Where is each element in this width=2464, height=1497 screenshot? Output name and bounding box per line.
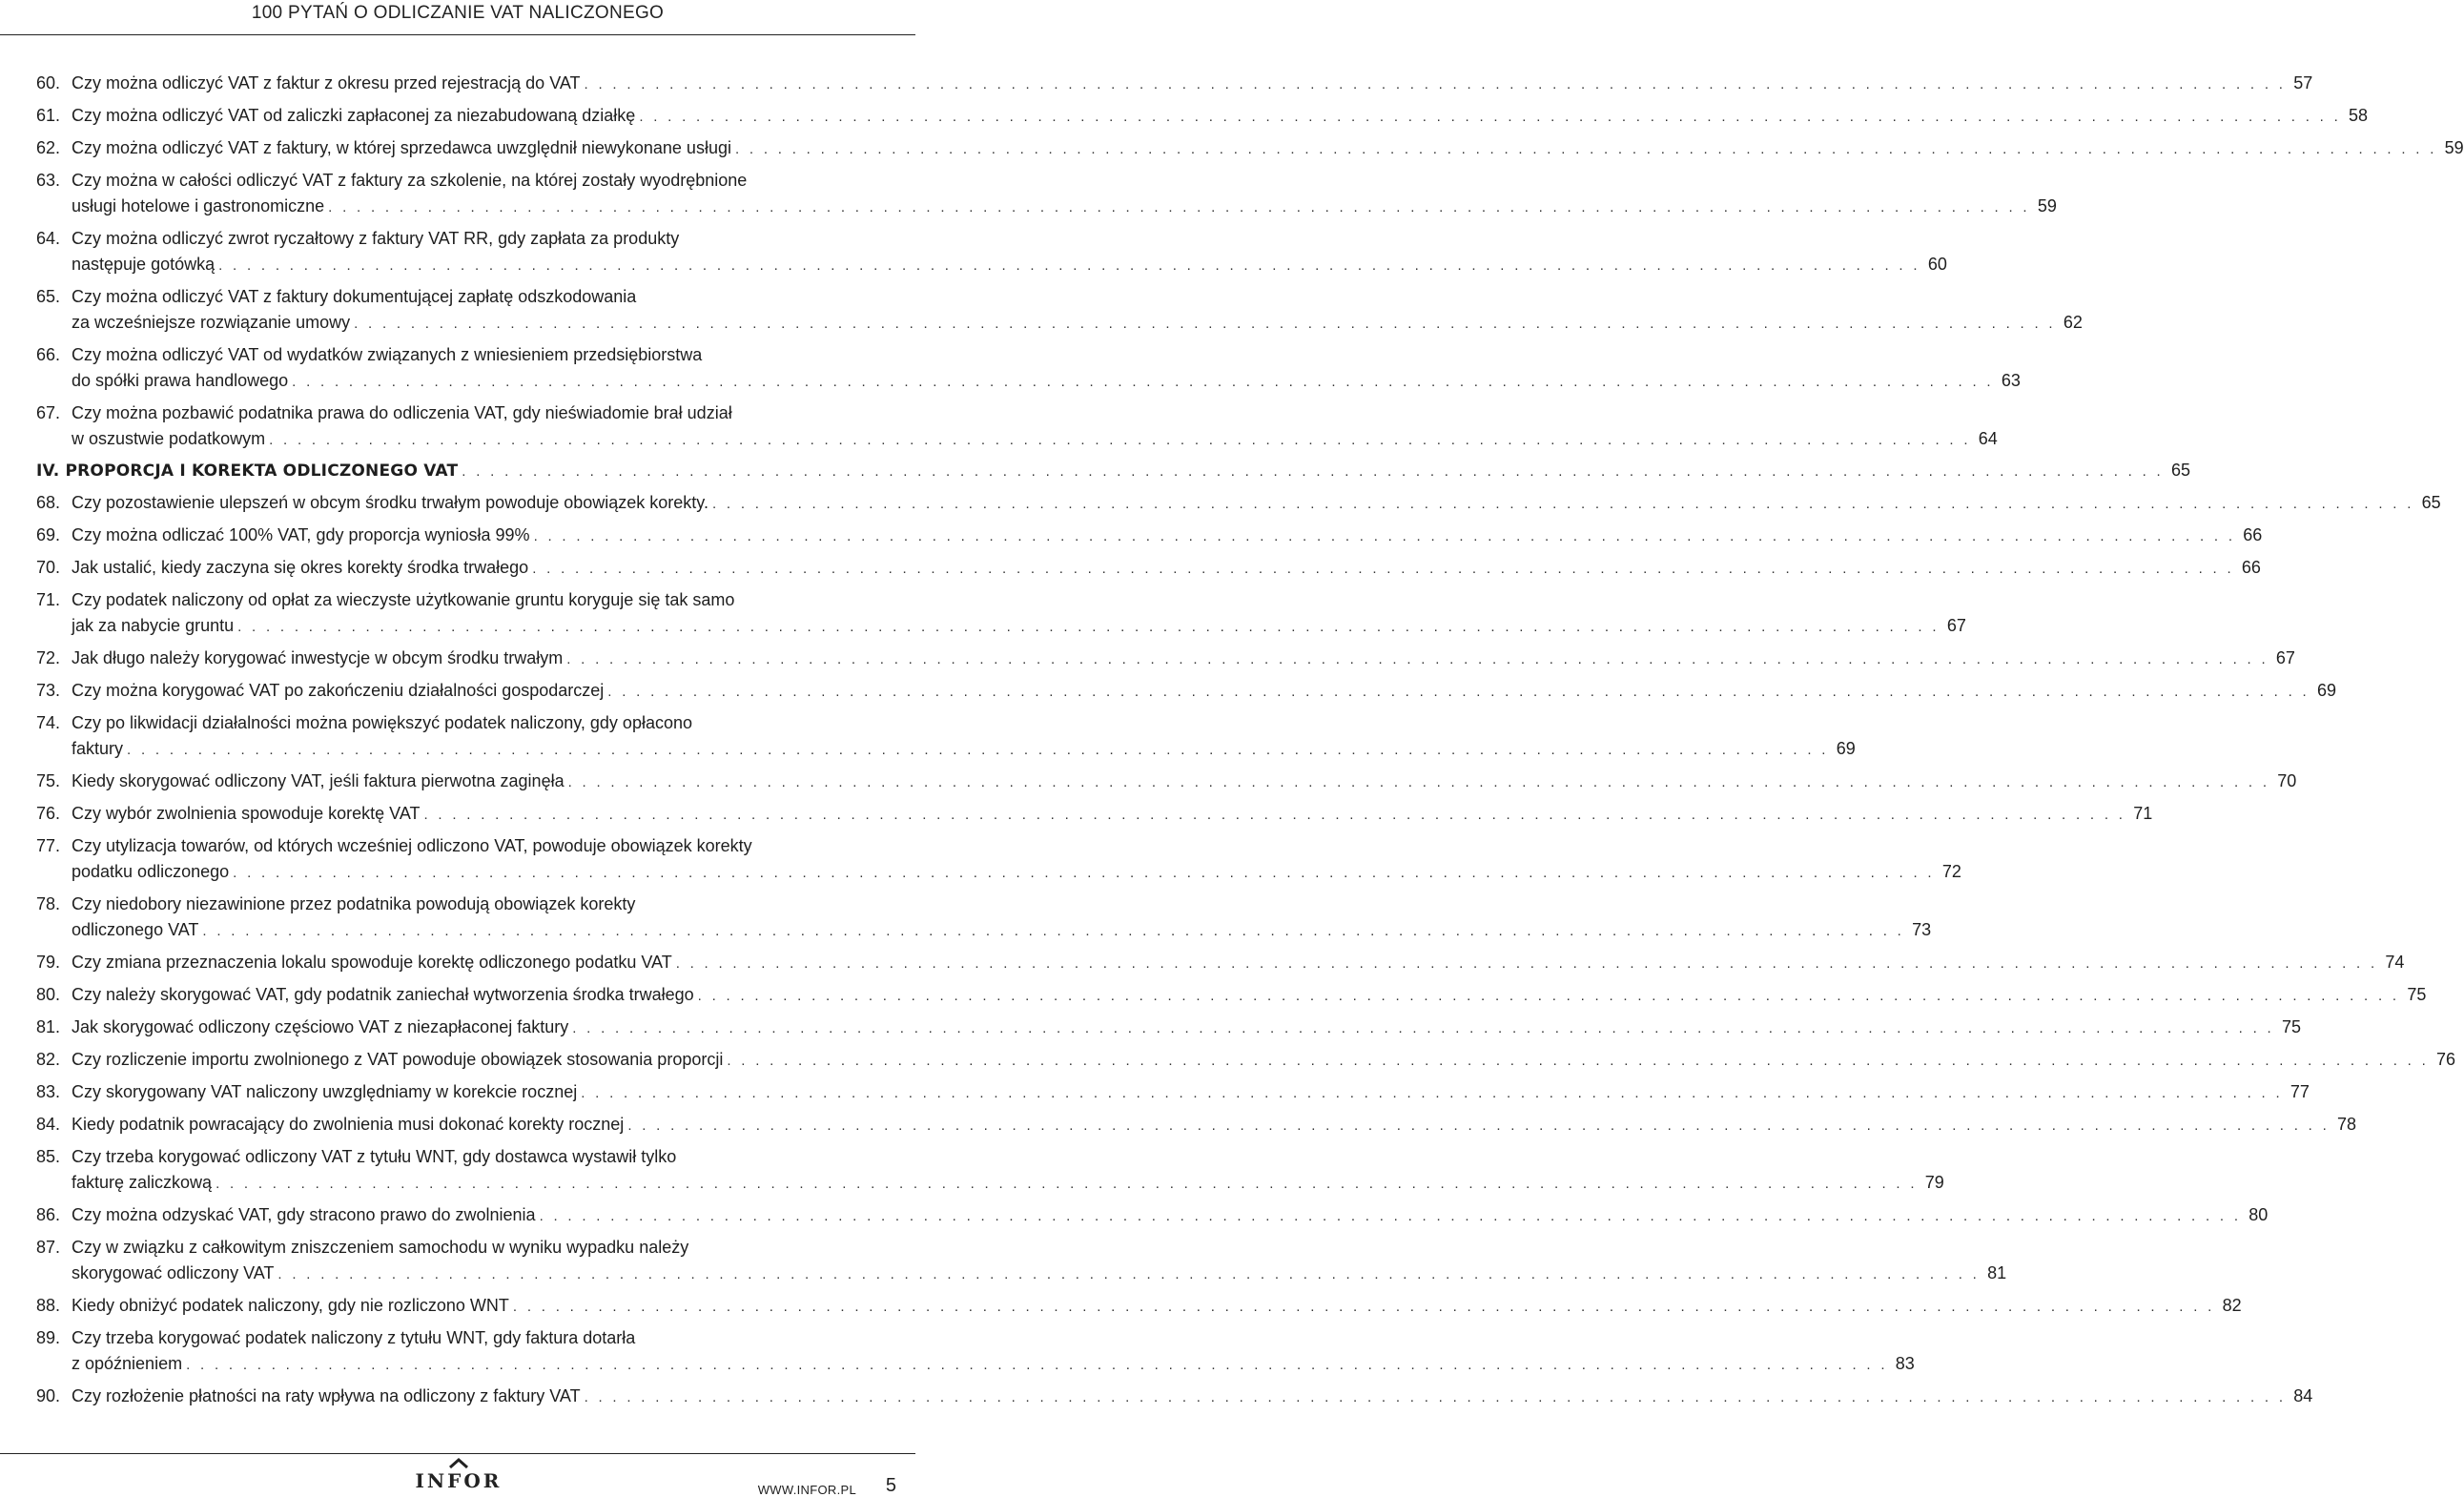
toc-entry-title: Czy można korygować VAT po zakończeniu działalności gospodarczej <box>72 681 605 700</box>
toc-line <box>36 1384 2313 1409</box>
toc-line <box>36 736 1856 762</box>
dot-leader: . . . . . . . . . . . . . . . . . . . . . . . . . . . . . . . . . . . . . . . . . . . . . . . . . . . . . . . . . . . . . . . . . . . . . . . . . . . . . . . . . . . . . . . . . . . . . . . . . . . . . . . . . . . . . . . . . . . . . . . . <box>734 141 2437 157</box>
toc-entry-title: Czy można odliczyć VAT z faktur z okresu przed rejestracją do VAT <box>72 73 581 92</box>
toc-entry-title: Kiedy podatnik powracający do zwolnienia musi dokonać korekty rocznej <box>72 1115 625 1134</box>
toc-entry-title: usługi hotelowe i gastronomiczne <box>72 196 325 215</box>
toc-page-number: 69 <box>1836 739 1856 758</box>
toc-entry <box>36 710 1856 762</box>
toc-line <box>36 859 1961 885</box>
toc-line <box>36 135 2464 161</box>
toc-line <box>36 1112 2357 1138</box>
toc-entry-title: Czy można odzyskać VAT, gdy stracono prawo do zwolnienia <box>72 1205 536 1224</box>
toc-entry <box>36 678 2337 704</box>
toc-line <box>36 168 912 194</box>
toc-page-number: 78 <box>2337 1115 2357 1134</box>
dot-leader: . . . . . . . . . . . . . . . . . . . . . . . . . . . . . . . . . . . . . . . . . . . . . . . . . . . . . . . . . . . . . . . . . . . . . . . . . . . . . . . . . . . . . . . . . . . . . . . . . . . . . . . . . . . . . . . . . . . . . . . . <box>328 199 2030 215</box>
toc-page-number: 66 <box>2241 558 2261 577</box>
toc-entry <box>36 1015 2301 1040</box>
toc-entry-number: 60. <box>36 73 61 92</box>
toc-entry <box>36 168 2057 219</box>
logo-mark-icon <box>448 1459 469 1468</box>
toc-entry <box>36 1079 2310 1105</box>
toc-entry-title: faktury <box>72 739 124 758</box>
toc-page-number: 66 <box>2243 525 2263 544</box>
toc-page-number: 75 <box>2281 1017 2301 1036</box>
page-footer <box>0 1453 915 1497</box>
dot-leader: . . . . . . . . . . . . . . . . . . . . . . . . . . . . . . . . . . . . . . . . . . . . . . . . . . . . . . . . . . . . . . . . . . . . . . . . . . . . . . . . . . . . . . . . . . . . . . . . . . . . . . . . . . . . . . . . . . . . . . . . <box>269 432 1971 448</box>
dot-leader: . . . . . . . . . . . . . . . . . . . . . . . . . . . . . . . . . . . . . . . . . . . . . . . . . . . . . . . . . . . . . . . . . . . . . . . . . . . . . . . . . . . . . . . . . . . . . . . . . . . . . . . . . . . . . . . . . . . . . . . . <box>607 684 2310 700</box>
dot-leader: . . . . . . . . . . . . . . . . . . . . . . . . . . . . . . . . . . . . . . . . . . . . . . . . . . . . . . . . . . . . . . . . . . . . . . . . . . . . . . . . . . . . . . . . . . . . . . . . . . . . . . . . . . . . . . . . . . . . . . . . <box>572 1020 2274 1036</box>
dot-leader: . . . . . . . . . . . . . . . . . . . . . . . . . . . . . . . . . . . . . . . . . . . . . . . . . . . . . . . . . . . . . . . . . . . . . . . . . . . . . . . . . . . . . . . . . . . . . . . . . . . . . . . . . . . . . . . . . . . . . . . . <box>186 1357 1888 1373</box>
toc-line <box>36 1170 1944 1196</box>
toc-entry <box>36 1202 2269 1228</box>
toc-entry-number: 71. <box>36 590 61 609</box>
running-header <box>0 0 915 35</box>
toc-entry-number: 69. <box>36 525 61 544</box>
toc-entry-number: 68. <box>36 493 61 512</box>
toc-entry-number: 74. <box>36 713 61 732</box>
logo-text: INFOR <box>415 1469 503 1492</box>
toc-entry-number: 85. <box>36 1147 61 1166</box>
toc-line <box>36 400 912 426</box>
toc-entry-number: 77. <box>36 836 61 855</box>
toc-page-number: 62 <box>2063 313 2083 332</box>
toc-entry-title: Czy można odliczać 100% VAT, gdy proporcja wyniosła 99% <box>72 525 530 544</box>
toc-line <box>36 613 1966 639</box>
toc-entry <box>36 1047 2456 1073</box>
toc-entry-number: 76. <box>36 804 61 823</box>
dot-leader: . . . . . . . . . . . . . . . . . . . . . . . . . . . . . . . . . . . . . . . . . . . . . . . . . . . . . . . . . . . . . . . . . . . . . . . . . . . . . . . . . . . . . . . . . . . . . . . . . . . . . . . . . . . . . . . . . . . . . . . . <box>567 774 2270 790</box>
website-url: WWW.INFOR.PL <box>757 1483 856 1497</box>
toc-entry-title: Czy zmiana przeznaczenia lokalu spowoduje korektę odliczonego podatku VAT <box>72 953 672 972</box>
toc-line <box>36 710 912 736</box>
toc-page-number: 58 <box>2349 106 2369 125</box>
dot-leader: . . . . . . . . . . . . . . . . . . . . . . . . . . . . . . . . . . . . . . . . . . . . . . . . . . . . . . . . . . . . . . . . . . . . . . . . . . . . . . . . . . . . . . . . . . . . . . . . . . . . . . . . . . . . . . . . . . . . . . . . <box>512 1299 2215 1315</box>
toc-entry-title: Czy rozliczenie importu zwolnionego z VAT powoduje obowiązek stosowania proporcji <box>72 1050 724 1069</box>
toc-entry <box>36 71 2313 96</box>
toc-entry-title: Czy można w całości odliczyć VAT z faktury za szkolenie, na której zostały wyodrębnione <box>72 171 748 190</box>
header-title: 100 PYTAŃ O ODLICZANIE VAT NALICZONEGO <box>251 3 665 23</box>
toc-entry <box>36 769 2297 794</box>
dot-leader: . . . . . . . . . . . . . . . . . . . . . . . . . . . . . . . . . . . . . . . . . . . . . . . . . . . . . . . . . . . . . . . . . . . . . . . . . . . . . . . . . . . . . . . . . . . . . . . . . . . . . . . . . . . . . . . . . . . . . . . . <box>423 807 2126 823</box>
toc-entry <box>36 587 1966 639</box>
toc-page-number: 81 <box>1987 1263 2007 1282</box>
toc-entry-number: 82. <box>36 1050 61 1069</box>
dot-leader: . . . . . . . . . . . . . . . . . . . . . . . . . . . . . . . . . . . . . . . . . . . . . . . . . . . . . . . . . . . . . . . . . . . . . . . . . . . . . . . . . . . . . . . . . . . . . . . . . . . . . . . . . . . . . . . . . . . . . . . . <box>539 1208 2242 1224</box>
toc-line <box>36 982 2427 1008</box>
dot-leader: . . . . . . . . . . . . . . . . . . . . . . . . . . . . . . . . . . . . . . . . . . . . . . . . . . . . . . . . . . . . . . . . . . . . . . . . . . . . . . . . . . . . . . . . . . . . . . . . . . . . . . . . . . . . . . . . . . . . . . . . <box>581 1085 2283 1101</box>
toc-entry <box>36 801 2153 827</box>
toc-page-number: 59 <box>2444 138 2464 157</box>
toc-line <box>36 646 2295 671</box>
toc-page-number: 65 <box>2421 493 2441 512</box>
toc-line <box>36 226 912 252</box>
toc-entry-number: 90. <box>36 1386 61 1405</box>
toc-line <box>36 71 2313 96</box>
toc-line <box>36 587 912 613</box>
dot-leader: . . . . . . . . . . . . . . . . . . . . . . . . . . . . . . . . . . . . . . . . . . . . . . . . . . . . . . . . . . . . . . . . . . . . . . . . . . . . . . . . . . . . . . . . . . . . . . . . . . . . . . . . . . . . . . . . . . . . . . . . <box>697 988 2400 1004</box>
toc-entry-title: Jak skorygować odliczony częściowo VAT z niezapłaconej faktury <box>72 1017 569 1036</box>
toc-page-number: 82 <box>2222 1296 2242 1315</box>
toc-page-number: 69 <box>2316 681 2337 700</box>
toc-entry-number: 89. <box>36 1328 61 1347</box>
toc-entry-number: 86. <box>36 1205 61 1224</box>
toc-line <box>36 252 1947 277</box>
toc-entry-title: odliczonego VAT <box>72 920 199 939</box>
toc-line <box>36 284 912 310</box>
toc-entry <box>36 226 1947 277</box>
toc-entry-title: Czy w związku z całkowitym zniszczeniem samochodu w wyniku wypadku należy <box>72 1238 689 1257</box>
toc-entry-title: fakturę zaliczkową <box>72 1173 213 1192</box>
toc-entry-title: Czy trzeba korygować podatek naliczony z tytułu WNT, gdy faktura dotarła <box>72 1328 636 1347</box>
page-number: 5 <box>885 1475 896 1496</box>
toc-entry-title: Czy trzeba korygować odliczony VAT z tytułu WNT, gdy dostawca wystawił tylko <box>72 1147 677 1166</box>
toc-line <box>36 1261 2007 1286</box>
dot-leader: . . . . . . . . . . . . . . . . . . . . . . . . . . . . . . . . . . . . . . . . . . . . . . . . . . . . . . . . . . . . . . . . . . . . . . . . . . . . . . . . . . . . . . . . . . . . . . . . . . . . . . . . . . . . . . . . . . . . . . . . <box>675 955 2378 972</box>
toc-entry-number: 70. <box>36 558 61 577</box>
publisher-logo <box>400 1462 517 1494</box>
toc-entry <box>36 523 2263 548</box>
toc-line <box>36 1079 2310 1105</box>
toc-page-number: 70 <box>2277 771 2297 790</box>
toc-entry-number: 88. <box>36 1296 61 1315</box>
toc-entry <box>36 135 2464 161</box>
toc-entry-title: Jak ustalić, kiedy zaczyna się okres korekty środka trwałego <box>72 558 529 577</box>
toc-entry-title: jak za nabycie gruntu <box>72 616 235 635</box>
dot-leader: . . . . . . . . . . . . . . . . . . . . . . . . . . . . . . . . . . . . . . . . . . . . . . . . . . . . . . . . . . . . . . . . . . . . . . . . . . . . . . . . . . . . . . . . . . . . . . . . . . . . . . . . . . . . . . . . . . . . . . . . <box>462 463 2164 480</box>
toc-page-number: 76 <box>2436 1050 2456 1069</box>
toc-line <box>36 490 2441 516</box>
toc-line <box>36 950 2405 975</box>
toc-entry-title: Czy można odliczyć VAT od zaliczki zapłaconej za niezabudowaną działkę <box>72 106 636 125</box>
toc-entry-number: 87. <box>36 1238 61 1257</box>
toc-entry-title: Jak długo należy korygować inwestycje w obcym środku trwałym <box>72 648 564 667</box>
dot-leader: . . . . . . . . . . . . . . . . . . . . . . . . . . . . . . . . . . . . . . . . . . . . . . . . . . . . . . . . . . . . . . . . . . . . . . . . . . . . . . . . . . . . . . . . . . . . . . . . . . . . . . . . . . . . . . . . . . . . . . . . <box>218 257 1920 274</box>
toc-entry-number: 81. <box>36 1017 61 1036</box>
toc-entry <box>36 1384 2313 1409</box>
toc-entry <box>36 400 1998 452</box>
toc-entry-title: Czy należy skorygować VAT, gdy podatnik zaniechał wytworzenia środka trwałego <box>72 985 694 1004</box>
toc-line <box>36 917 1932 943</box>
toc-entry-title: Kiedy obniżyć podatek naliczony, gdy nie rozliczono WNT <box>72 1296 509 1315</box>
toc-section-heading <box>36 458 2190 483</box>
toc-entry-number: 64. <box>36 229 61 248</box>
dot-leader: . . . . . . . . . . . . . . . . . . . . . . . . . . . . . . . . . . . . . . . . . . . . . . . . . . . . . . . . . . . . . . . . . . . . . . . . . . . . . . . . . . . . . . . . . . . . . . . . . . . . . . . . . . . . . . . . . . . . . . . . <box>277 1266 1981 1282</box>
toc-entry-number: 67. <box>36 403 61 422</box>
toc-page-number: 74 <box>2385 953 2405 972</box>
dot-leader: . . . . . . . . . . . . . . . . . . . . . . . . . . . . . . . . . . . . . . . . . . . . . . . . . . . . . . . . . . . . . . . . . . . . . . . . . . . . . . . . . . . . . . . . . . . . . . . . . . . . . . . . . . . . . . . . . . . . . . . . <box>727 1053 2430 1069</box>
toc-entry-number: 66. <box>36 345 61 364</box>
toc-page-number: 79 <box>1924 1173 1944 1192</box>
toc-entry-title: Czy podatek naliczony od opłat za wieczyste użytkowanie gruntu koryguje się tak samo <box>72 590 735 609</box>
toc-entry-title: Czy po likwidacji działalności można powiększyć podatek naliczony, gdy opłacono <box>72 713 692 732</box>
toc-page-number: 84 <box>2293 1386 2313 1405</box>
dot-leader: . . . . . . . . . . . . . . . . . . . . . . . . . . . . . . . . . . . . . . . . . . . . . . . . . . . . . . . . . . . . . . . . . . . . . . . . . . . . . . . . . . . . . . . . . . . . . . . . . . . . . . . . . . . . . . . . . . . . . . . . <box>584 1389 2287 1405</box>
toc-entry-title: Czy można odliczyć zwrot ryczałtowy z faktury VAT RR, gdy zapłata za produkty <box>72 229 680 248</box>
toc-line <box>36 833 912 859</box>
toc-line <box>36 1144 912 1170</box>
toc-entry-title: z opóźnieniem <box>72 1354 183 1373</box>
toc-line <box>36 678 2337 704</box>
toc-entry-title: Czy rozłożenie płatności na raty wpływa na odliczony z faktury VAT <box>72 1386 581 1405</box>
toc-entry-number: 63. <box>36 171 61 190</box>
toc-entry-number: 80. <box>36 985 61 1004</box>
toc-page-number: 71 <box>2133 804 2153 823</box>
toc-line <box>36 426 1998 452</box>
toc-entry-title: za wcześniejsze rozwiązanie umowy <box>72 313 351 332</box>
table-of-contents <box>36 71 2464 1409</box>
toc-entry <box>36 555 2261 581</box>
toc-entry-number: 79. <box>36 953 61 972</box>
toc-page-number: 64 <box>1978 429 1998 448</box>
toc-line <box>36 801 2153 827</box>
toc-entry <box>36 982 2427 1008</box>
toc-entry-title: skorygować odliczony VAT <box>72 1263 275 1282</box>
toc-entry-title: Czy pozostawienie ulepszeń w obcym środku trwałym powoduje obowiązek korekty. <box>72 493 708 512</box>
toc-entry <box>36 490 2441 516</box>
toc-entry-title: w oszustwie podatkowym <box>72 429 266 448</box>
toc-entry <box>36 646 2295 671</box>
toc-entry <box>36 1144 1944 1196</box>
toc-line <box>36 1047 2456 1073</box>
toc-entry-title: Czy można odliczyć VAT z faktury, w której sprzedawca uwzględnił niewykonane usługi <box>72 138 731 157</box>
toc-line <box>36 1293 2242 1319</box>
toc-entry <box>36 1293 2242 1319</box>
dot-leader: . . . . . . . . . . . . . . . . . . . . . . . . . . . . . . . . . . . . . . . . . . . . . . . . . . . . . . . . . . . . . . . . . . . . . . . . . . . . . . . . . . . . . . . . . . . . . . . . . . . . . . . . . . . . . . . . . . . . . . . . <box>237 619 1940 635</box>
toc-page-number: 65 <box>2170 461 2190 480</box>
toc-line <box>36 310 2083 336</box>
toc-entry-title: Czy można odliczyć VAT z faktury dokumentującej zapłatę odszkodowania <box>72 287 637 306</box>
toc-entry-title: Czy utylizacja towarów, od których wcześniej odliczono VAT, powoduje obowiązek korekty <box>72 836 752 855</box>
toc-entry <box>36 833 1961 885</box>
toc-line <box>36 555 2261 581</box>
toc-entry-title: Kiedy skorygować odliczony VAT, jeśli faktura pierwotna zaginęła <box>72 771 565 790</box>
dot-leader: . . . . . . . . . . . . . . . . . . . . . . . . . . . . . . . . . . . . . . . . . . . . . . . . . . . . . . . . . . . . . . . . . . . . . . . . . . . . . . . . . . . . . . . . . . . . . . . . . . . . . . . . . . . . . . . . . . . . . . . . <box>354 316 2056 332</box>
dot-leader: . . . . . . . . . . . . . . . . . . . . . . . . . . . . . . . . . . . . . . . . . . . . . . . . . . . . . . . . . . . . . . . . . . . . . . . . . . . . . . . . . . . . . . . . . . . . . . . . . . . . . . . . . . . . . . . . . . . . . . . . <box>233 865 1935 881</box>
toc-entry-number: 75. <box>36 771 61 790</box>
toc-entry <box>36 284 2083 336</box>
toc-page-number: 67 <box>1946 616 1966 635</box>
toc-entry <box>36 950 2405 975</box>
dot-leader: . . . . . . . . . . . . . . . . . . . . . . . . . . . . . . . . . . . . . . . . . . . . . . . . . . . . . . . . . . . . . . . . . . . . . . . . . . . . . . . . . . . . . . . . . . . . . . . . . . . . . . . . . . . . . . . . . . . . . . . . <box>711 496 2414 512</box>
toc-page-number: 75 <box>2407 985 2427 1004</box>
toc-page-number: 80 <box>2248 1205 2269 1224</box>
toc-entry-number: 62. <box>36 138 61 157</box>
toc-line <box>36 892 912 917</box>
dot-leader: . . . . . . . . . . . . . . . . . . . . . . . . . . . . . . . . . . . . . . . . . . . . . . . . . . . . . . . . . . . . . . . . . . . . . . . . . . . . . . . . . . . . . . . . . . . . . . . . . . . . . . . . . . . . . . . . . . . . . . . . <box>216 1176 1918 1192</box>
toc-page-number: 77 <box>2289 1082 2310 1101</box>
toc-entry-title: Czy niedobory niezawinione przez podatnika powodują obowiązek korekty <box>72 894 636 913</box>
toc-line <box>36 368 2021 394</box>
toc-page-number: 63 <box>2001 371 2021 390</box>
toc-entry <box>36 103 2369 129</box>
toc-entry <box>36 1112 2357 1138</box>
dot-leader: . . . . . . . . . . . . . . . . . . . . . . . . . . . . . . . . . . . . . . . . . . . . . . . . . . . . . . . . . . . . . . . . . . . . . . . . . . . . . . . . . . . . . . . . . . . . . . . . . . . . . . . . . . . . . . . . . . . . . . . . <box>639 109 2342 125</box>
toc-line <box>36 103 2369 129</box>
dot-leader: . . . . . . . . . . . . . . . . . . . . . . . . . . . . . . . . . . . . . . . . . . . . . . . . . . . . . . . . . . . . . . . . . . . . . . . . . . . . . . . . . . . . . . . . . . . . . . . . . . . . . . . . . . . . . . . . . . . . . . . . <box>533 528 2236 544</box>
dot-leader: . . . . . . . . . . . . . . . . . . . . . . . . . . . . . . . . . . . . . . . . . . . . . . . . . . . . . . . . . . . . . . . . . . . . . . . . . . . . . . . . . . . . . . . . . . . . . . . . . . . . . . . . . . . . . . . . . . . . . . . . <box>627 1118 2331 1134</box>
toc-entry-number: 83. <box>36 1082 61 1101</box>
toc-entry-title: następuje gotówką <box>72 255 216 274</box>
toc-page-number: 59 <box>2037 196 2057 215</box>
toc-line <box>36 458 2190 483</box>
dot-leader: . . . . . . . . . . . . . . . . . . . . . . . . . . . . . . . . . . . . . . . . . . . . . . . . . . . . . . . . . . . . . . . . . . . . . . . . . . . . . . . . . . . . . . . . . . . . . . . . . . . . . . . . . . . . . . . . . . . . . . . . <box>532 561 2234 577</box>
dot-leader: . . . . . . . . . . . . . . . . . . . . . . . . . . . . . . . . . . . . . . . . . . . . . . . . . . . . . . . . . . . . . . . . . . . . . . . . . . . . . . . . . . . . . . . . . . . . . . . . . . . . . . . . . . . . . . . . . . . . . . . . <box>584 76 2287 92</box>
toc-line <box>36 1202 2269 1228</box>
toc-page-number: 67 <box>2275 648 2295 667</box>
toc-entry <box>36 1325 1915 1377</box>
toc-entry-number: 65. <box>36 287 61 306</box>
toc-entry-title: podatku odliczonego <box>72 862 230 881</box>
toc-page-number: 73 <box>1912 920 1932 939</box>
toc-page-number: 83 <box>1895 1354 1915 1373</box>
toc-page-number: 57 <box>2293 73 2313 92</box>
dot-leader: . . . . . . . . . . . . . . . . . . . . . . . . . . . . . . . . . . . . . . . . . . . . . . . . . . . . . . . . . . . . . . . . . . . . . . . . . . . . . . . . . . . . . . . . . . . . . . . . . . . . . . . . . . . . . . . . . . . . . . . . <box>292 374 1994 390</box>
toc-line <box>36 523 2263 548</box>
toc-line <box>36 342 912 368</box>
toc-line <box>36 1351 1915 1377</box>
toc-entry-number: 72. <box>36 648 61 667</box>
toc-page-number: 72 <box>1941 862 1961 881</box>
toc-entry-number: 61. <box>36 106 61 125</box>
toc-entry-title: Czy wybór zwolnienia spowoduje korektę VAT <box>72 804 421 823</box>
toc-entry-title: Czy można odliczyć VAT od wydatków związanych z wniesieniem przedsiębiorstwa <box>72 345 703 364</box>
toc-line <box>36 194 2057 219</box>
toc-line <box>36 1325 912 1351</box>
dot-leader: . . . . . . . . . . . . . . . . . . . . . . . . . . . . . . . . . . . . . . . . . . . . . . . . . . . . . . . . . . . . . . . . . . . . . . . . . . . . . . . . . . . . . . . . . . . . . . . . . . . . . . . . . . . . . . . . . . . . . . . . <box>566 651 2269 667</box>
toc-entry-number: 78. <box>36 894 61 913</box>
toc-entry-number: 84. <box>36 1115 61 1134</box>
section-title: IV. PROPORCJA I KOREKTA ODLICZONEGO VAT <box>36 461 459 481</box>
toc-page-number: 60 <box>1927 255 1947 274</box>
toc-entry <box>36 342 2021 394</box>
toc-entry-title: Czy można pozbawić podatnika prawa do odliczenia VAT, gdy nieświadomie brał udział <box>72 403 732 422</box>
toc-line <box>36 769 2297 794</box>
toc-entry-number: 73. <box>36 681 61 700</box>
toc-line <box>36 1235 912 1261</box>
dot-leader: . . . . . . . . . . . . . . . . . . . . . . . . . . . . . . . . . . . . . . . . . . . . . . . . . . . . . . . . . . . . . . . . . . . . . . . . . . . . . . . . . . . . . . . . . . . . . . . . . . . . . . . . . . . . . . . . . . . . . . . . <box>127 742 1829 758</box>
toc-entry <box>36 1235 2007 1286</box>
toc-entry <box>36 892 1932 943</box>
toc-entry-title: do spółki prawa handlowego <box>72 371 289 390</box>
dot-leader: . . . . . . . . . . . . . . . . . . . . . . . . . . . . . . . . . . . . . . . . . . . . . . . . . . . . . . . . . . . . . . . . . . . . . . . . . . . . . . . . . . . . . . . . . . . . . . . . . . . . . . . . . . . . . . . . . . . . . . . . <box>202 923 1905 939</box>
toc-entry-title: Czy skorygowany VAT naliczony uwzględniamy w korekcie rocznej <box>72 1082 578 1101</box>
toc-line <box>36 1015 2301 1040</box>
